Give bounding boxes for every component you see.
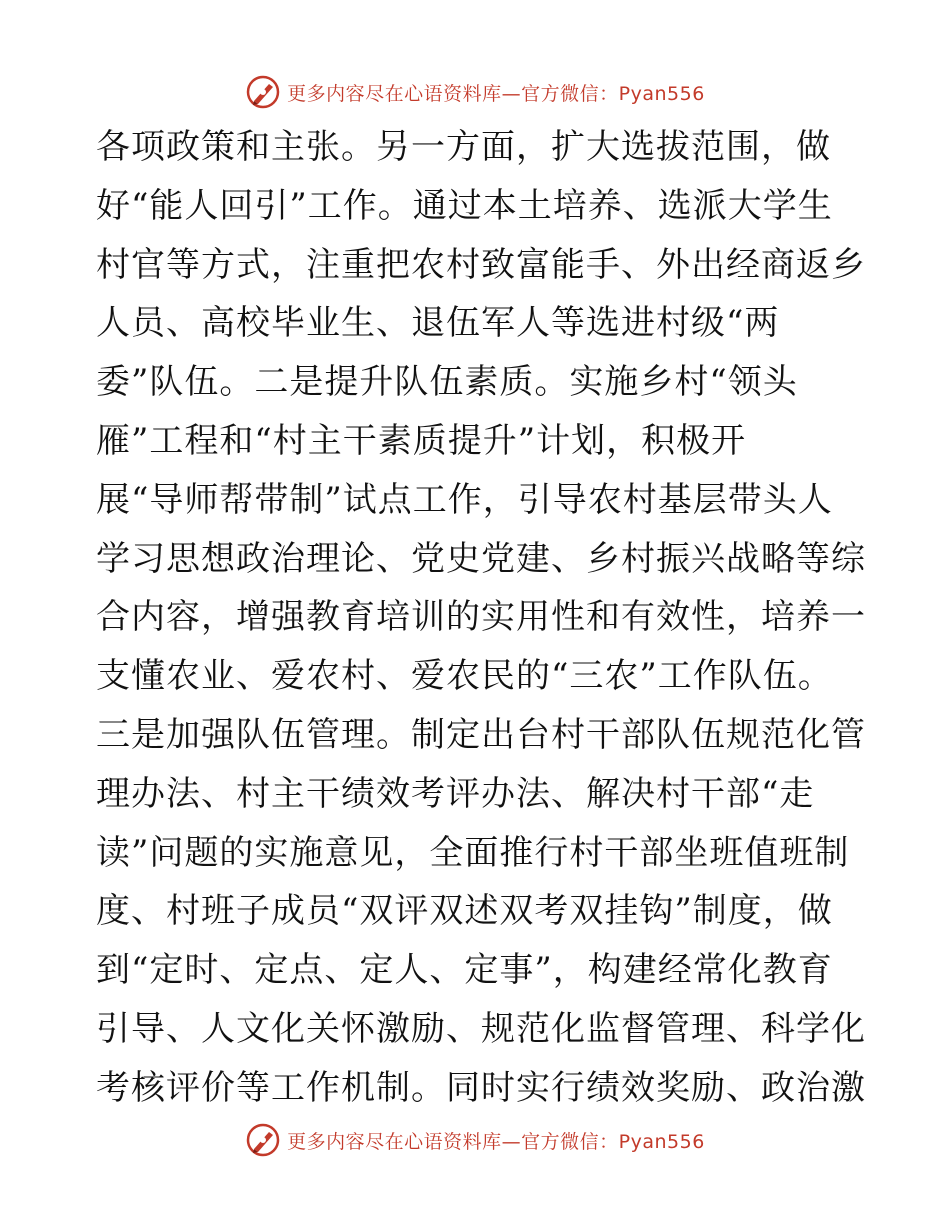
pen-logo-icon: [245, 1122, 281, 1158]
text-line: 支懂农业、爱农村、爱农民的“三农”工作队伍。: [96, 656, 833, 697]
text-line: 度、村班子成员“双评双述双考双挂钩”制度，做: [96, 891, 833, 932]
text-line: 展“导师帮带制”试点工作，引导农村基层带头人: [96, 479, 833, 520]
text-line: 合内容，增强教育培训的实用性和有效性，培养一: [96, 597, 866, 638]
text-line: 好“能人回引”工作。通过本土培养、选派大学生: [96, 185, 833, 226]
header-watermark: [0, 72, 950, 112]
text-line: 理办法、村主干绩效考评办法、解决村干部“走: [96, 773, 815, 814]
document-body: [96, 118, 866, 1118]
text-line: 三是加强队伍管理。制定出台村干部队伍规范化管: [96, 714, 866, 755]
footer-watermark: [0, 1120, 950, 1160]
text-line: 引导、人文化关怀激励、规范化监督管理、科学化: [96, 1008, 866, 1049]
watermark-text: 更多内容尽在心语资料库—官方微信：Pyan556: [287, 1130, 705, 1153]
text-line: 各项政策和主张。另一方面，扩大选拔范围，做: [96, 127, 831, 167]
text-line: 委”队伍。二是提升队伍素质。实施乡村“领头: [96, 362, 798, 403]
pen-logo-icon: [245, 74, 281, 110]
text-line: 到“定时、定点、定人、定事”，构建经常化教育: [96, 950, 833, 991]
text-line: 学习思想政治理论、党史党建、乡村振兴战略等综: [96, 538, 866, 579]
text-line: 人员、高校毕业生、退伍军人等选进村级“两: [96, 303, 780, 344]
text-line: 雁”工程和“村主干素质提升”计划，积极开: [96, 420, 747, 461]
watermark-text: 更多内容尽在心语资料库—官方微信：Pyan556: [287, 82, 705, 105]
text-line: 读”问题的实施意见，全面推行村干部坐班值班制: [96, 832, 850, 873]
text-line: 考核评价等工作机制。同时实行绩效奖励、政治激: [96, 1067, 866, 1108]
text-line: 村官等方式，注重把农村致富能手、外出经商返乡: [96, 244, 866, 285]
